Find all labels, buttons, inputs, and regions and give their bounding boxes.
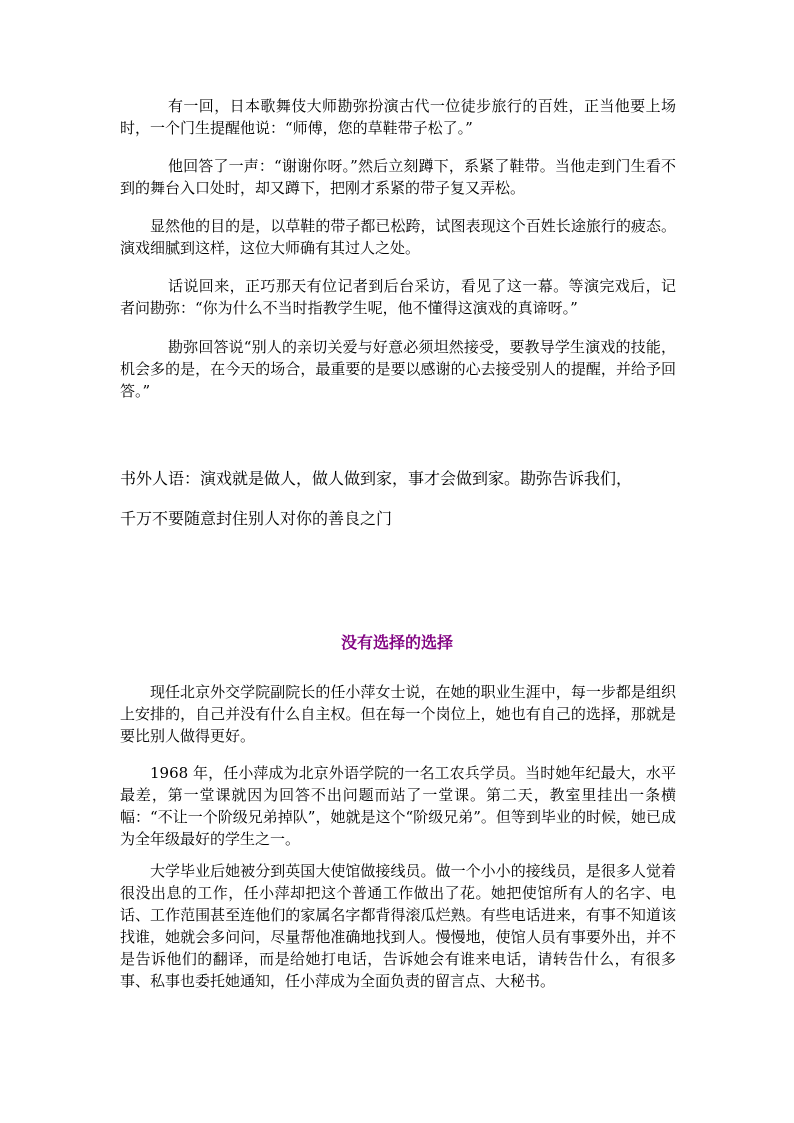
paragraph-story2-2: 1968 年，任小萍成为北京外语学院的一名工农兵学员。当时她年纪最大，水平最差，第一堂课就因为回答不出问题而站了一堂课。第二天，教室里挂出一条横幅：“不让一个阶级兄弟掉队”，她就是这个“阶级兄弟”。但等到毕业的时候，她已成为全年级最好的学生之一。	[120, 764, 676, 848]
paragraph-story1-4: 话说回来，正巧那天有位记者到后台采访，看见了这一幕。等演完戏后，记者问勘弥：“你为什么不当时指教学生呢，他不懂得这演戏的真谛呀。”	[120, 277, 676, 317]
afterword-line-1: 书外人语：演戏就是做人，做人做到家，事才会做到家。勘弥告诉我们，	[120, 469, 633, 488]
paragraph-story1-1: 有一回，日本歌舞伎大师勘弥扮演古代一位徒步旅行的百姓，正当他要上场时，一个门生提醒他说：“师傅，您的草鞋带子松了。”	[120, 97, 676, 137]
paragraph-story1-5: 勘弥回答说“别人的亲切关爱与好意必须坦然接受，要教导学生演戏的技能，机会多的是，在今天的场合，最重要的是要以感谢的心去接受别人的提醒，并给予回答。”	[120, 338, 676, 400]
paragraph-story1-2: 他回答了一声：“谢谢你呀。”然后立刻蹲下，系紧了鞋带。当他走到门生看不到的舞台入口处时，却又蹲下，把刚才系紧的带子复又弄松。	[120, 157, 676, 197]
paragraph-story2-3: 大学毕业后她被分到英国大使馆做接线员。做一个小小的接线员，是很多人觉着很没出息的工作，任小萍却把这个普通工作做出了花。她把使馆所有人的名字、电话、工作范围甚至连他们的家属名字都背得滚瓜烂熟。有些电话进来，有事不知道该找谁，她就会多问问，尽量帮他准确地找到人。慢慢地，使馆人员有事要外出，并不是告诉他们的翻译，而是给她打电话，告诉她会有谁来电话，请转告什么，有很多事、私事也委托她通知，任小萍成为全面负责的留言点、大秘书。	[120, 862, 676, 990]
paragraph-story2-1: 现任北京外交学院副院长的任小萍女士说，在她的职业生涯中，每一步都是组织上安排的，自己并没有什么自主权。但在每一个岗位上，她也有自己的选择，那就是要比别人做得更好。	[120, 683, 676, 745]
paragraph-story1-3: 显然他的目的是，以草鞋的带子都已松跨，试图表现这个百姓长途旅行的疲态。演戏细腻到这样，这位大师确有其过人之处。	[120, 217, 676, 257]
story-title: 没有选择的选择	[340, 633, 453, 652]
afterword-line-2: 千万不要随意封住别人对你的善良之门	[120, 509, 393, 528]
